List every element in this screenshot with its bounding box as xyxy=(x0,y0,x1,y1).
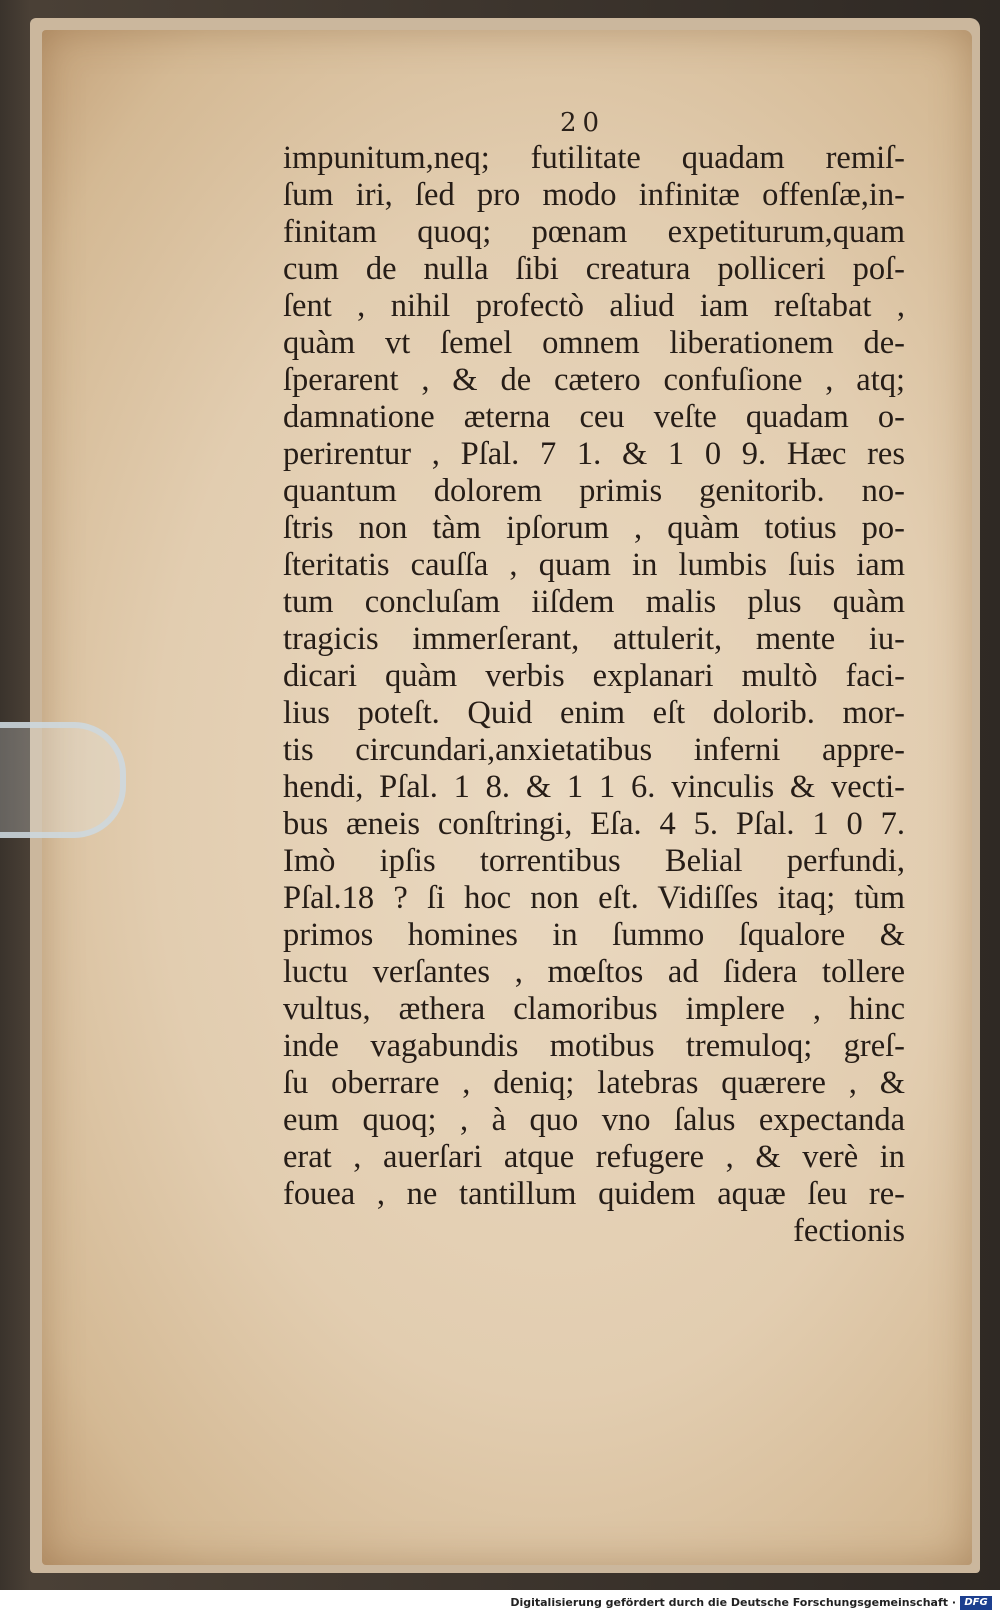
text-line: ſperarent , & de cætero confuſione , atq; xyxy=(283,362,905,398)
text-line: tis circundari,anxietatibus inferni appre- xyxy=(283,732,905,768)
text-line: bus æneis conſtringi, Eſa. 4 5. Pſal. 1 0 7. xyxy=(283,806,905,842)
text-line: perirentur , Pſal. 7 1. & 1 0 9. Hæc res xyxy=(283,436,905,472)
text-line: ſtris non tàm ipſorum , quàm totius po- xyxy=(283,510,905,546)
text-line: Imò ipſis torrentibus Belial perfundi, xyxy=(283,843,905,879)
text-line: Pſal.18 ? ſi hoc non eſt. Vidiſſes itaq; tùm xyxy=(283,880,905,916)
text-line: vultus, æthera clamoribus implere , hinc xyxy=(283,991,905,1027)
text-line: tragicis immerſerant, attulerit, mente iu- xyxy=(283,621,905,657)
footer-credit: Digitalisierung gefördert durch die Deutsche Forschungsgemeinschaft · xyxy=(510,1596,956,1609)
page-number: 20 xyxy=(560,108,606,138)
text-line: damnatione æterna ceu veſte quadam o- xyxy=(283,399,905,435)
text-line: inde vagabundis motibus tremuloq; greſ- xyxy=(283,1028,905,1064)
text-line: erat , auerſari atque refugere , & verè in xyxy=(283,1139,905,1175)
text-line: ſum iri, ſed pro modo infinitæ offenſæ,in- xyxy=(283,177,905,213)
text-line: ſteritatis cauſſa , quam in lumbis ſuis iam xyxy=(283,547,905,583)
text-line: eum quoq; , à quo vno ſalus expectanda xyxy=(283,1102,905,1138)
text-line: luctu verſantes , mœſtos ad ſidera tollere xyxy=(283,954,905,990)
text-line: hendi, Pſal. 1 8. & 1 1 6. vinculis & vecti- xyxy=(283,769,905,805)
text-line: cum de nulla ſibi creatura polliceri poſ- xyxy=(283,251,905,287)
text-line: quàm vt ſemel omnem liberationem de- xyxy=(283,325,905,361)
paper-clip xyxy=(0,722,126,838)
text-line: ſent , nihil profectò aliud iam reſtabat , xyxy=(283,288,905,324)
text-line: tum concluſam iiſdem malis plus quàm xyxy=(283,584,905,620)
text-line: dicari quàm verbis explanari multò faci- xyxy=(283,658,905,694)
text-line: primos homines in ſummo ſqualore & xyxy=(283,917,905,953)
body-text xyxy=(283,140,905,1250)
text-line: quantum dolorem primis genitorib. no- xyxy=(283,473,905,509)
text-line: lius poteſt. Quid enim eſt dolorib. mor- xyxy=(283,695,905,731)
text-line: finitam quoq; pœnam expetiturum,quam xyxy=(283,214,905,250)
text-line: impunitum,neq; futilitate quadam remiſ- xyxy=(283,140,905,176)
catchword: fectionis xyxy=(793,1213,905,1249)
text-line: ſu oberrare , deniq; latebras quærere , & xyxy=(283,1065,905,1101)
dfg-logo: DFG xyxy=(960,1596,992,1610)
text-line: fouea , ne tantillum quidem aquæ ſeu re- xyxy=(283,1176,905,1212)
